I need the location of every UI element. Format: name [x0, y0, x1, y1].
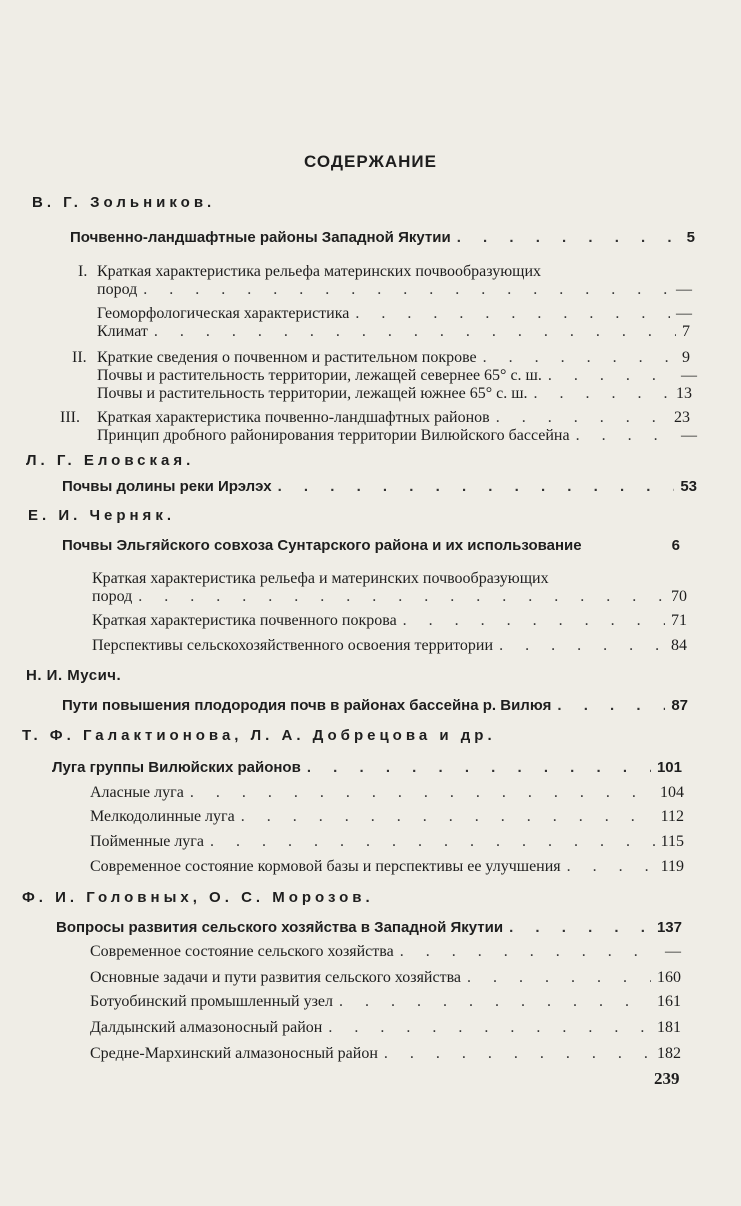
toc-heading-text: Почвенно-ландшафтные районы Западной Якутии [70, 229, 451, 246]
toc-page-number: 182 [657, 1045, 681, 1062]
toc-entry [92, 570, 692, 588]
leader-dots [154, 323, 676, 341]
toc-entry-text: Краткая характеристика рельефа материнских почвообразующих [97, 263, 542, 280]
toc-entry [97, 349, 690, 367]
toc-heading [62, 697, 688, 714]
toc-entry [97, 263, 687, 281]
toc-entry-text: Современное состояние кормовой базы и перспективы ее улучшения [90, 858, 561, 875]
leader-dots [190, 784, 654, 802]
toc-heading [70, 229, 695, 246]
toc-entry [90, 1045, 681, 1063]
toc-entry [90, 969, 681, 987]
toc-entry [90, 993, 681, 1011]
toc-entry [90, 808, 684, 826]
toc-page-number: — [665, 943, 681, 960]
author-zolnikov: В. Г. Зольников. [32, 194, 216, 211]
leader-dots [534, 385, 670, 403]
leader-dots [241, 808, 655, 826]
toc-page-number: — [681, 427, 697, 444]
toc-heading-text: Пути повышения плодородия почв в районах бассейна р. Вилюя [62, 697, 552, 714]
toc-page-number: 160 [657, 969, 681, 986]
toc-entry-text: Средне-Мархинский алмазоносный район [90, 1045, 378, 1062]
toc-page-number: — [676, 281, 692, 298]
leader-dots [307, 759, 651, 776]
leader-dots [400, 943, 659, 961]
toc-heading [62, 537, 680, 554]
leader-dots [210, 833, 655, 851]
toc-page-number: 9 [682, 349, 690, 366]
toc-entry [97, 385, 692, 403]
toc-heading [56, 919, 682, 936]
chapter-number: III. [60, 409, 80, 426]
leader-dots [457, 229, 681, 246]
author-elovskaya: Л. Г. Еловская. [26, 452, 195, 469]
toc-entry-text: пород [92, 588, 133, 605]
toc-heading-text: Почвы долины реки Ирэлэх [62, 478, 272, 495]
leader-dots [278, 478, 675, 495]
toc-entry [97, 323, 690, 341]
toc-entry-text: Аласные луга [90, 784, 184, 801]
toc-page-number: 161 [657, 993, 681, 1010]
leader-dots [138, 588, 665, 606]
toc-page-number: 119 [660, 858, 684, 875]
toc-page-number: 7 [682, 323, 690, 340]
toc-page-number: 87 [671, 697, 688, 714]
chapter-number: II. [72, 349, 87, 366]
toc-page-number: 5 [686, 229, 695, 246]
toc-page-number: 181 [657, 1019, 681, 1036]
leader-dots [143, 281, 670, 299]
leader-dots [483, 349, 676, 367]
toc-entry-text: Климат [97, 323, 148, 340]
leader-dots [548, 367, 675, 385]
toc-entry-text: Современное состояние сельского хозяйства [90, 943, 394, 960]
toc-entry-text: Краткая характеристика рельефа и материнских почвообразующих [92, 570, 549, 587]
toc-page-number: 71 [671, 612, 687, 629]
toc-entry [92, 637, 687, 655]
toc-page-number: 112 [660, 808, 684, 825]
leader-dots [567, 858, 655, 876]
toc-page-number: 101 [656, 759, 682, 776]
toc-entry [97, 281, 692, 299]
toc-heading-text: Почвы Эльгяйского совхоза Сунтарского района и их использование [62, 537, 582, 554]
toc-entry-text: Перспективы сельскохозяйственного освоения территории [92, 637, 494, 654]
toc-page-number: 137 [656, 919, 682, 936]
toc-page-number: 104 [660, 784, 684, 801]
toc-entry-text: Основные задачи и пути развития сельского хозяйства [90, 969, 462, 986]
leader-dots [557, 697, 665, 714]
toc-page-number: 70 [671, 588, 687, 605]
chapter-number: I. [78, 263, 88, 280]
toc-entry [90, 943, 681, 961]
toc-entry-text: Краткая характеристика почвенного покрова [92, 612, 397, 629]
leader-dots [403, 612, 665, 630]
toc-heading [52, 759, 682, 776]
toc-entry [97, 409, 690, 427]
toc-page-number: 6 [671, 537, 680, 554]
leader-dots [328, 1019, 651, 1037]
toc-page-number: — [676, 305, 692, 322]
leader-dots [339, 993, 651, 1011]
toc-page-number: 13 [676, 385, 692, 402]
author-galaktionova: Т. Ф. Галактионова, Л. А. Добрецова и др. [22, 727, 496, 744]
author-golovnykh: Ф. И. Головных, О. С. Морозов. [22, 889, 374, 906]
leader-dots [384, 1045, 651, 1063]
toc-entry-text: Почвы и растительность территории, лежащей южнее 65° с. ш. [97, 385, 528, 402]
toc-entry [92, 588, 687, 606]
author-chernyak: Е. И. Черняк. [28, 507, 175, 524]
toc-page-number: 115 [660, 833, 684, 850]
toc-entry-text: пород [97, 281, 138, 298]
toc-page-number: 23 [674, 409, 690, 426]
leader-dots [355, 305, 670, 323]
toc-entry [90, 858, 684, 876]
toc-page-number: 53 [680, 478, 697, 495]
toc-entry-text: Геоморфологическая характеристика [97, 305, 350, 322]
toc-entry-text: Далдынский алмазоносный район [90, 1019, 323, 1036]
toc-heading [62, 478, 697, 495]
leader-dots [467, 969, 651, 987]
toc-entry-text: Ботуобинский промышленный узел [90, 993, 334, 1010]
toc-entry-text: Мелкодолинные луга [90, 808, 235, 825]
leader-dots [499, 637, 665, 655]
toc-heading-text: Вопросы развития сельского хозяйства в Западной Якутии [56, 919, 504, 936]
toc-entry [90, 833, 684, 851]
toc-entry [92, 612, 687, 630]
toc-entry [97, 367, 697, 385]
leader-dots [509, 919, 651, 936]
toc-entry [90, 784, 684, 802]
author-musich: Н. И. Мусич. [26, 667, 122, 684]
page-title: СОДЕРЖАНИЕ [304, 152, 437, 171]
toc-entry-text: Принцип дробного районирования территории Вилюйского бассейна [97, 427, 570, 444]
toc-entry-text: Краткая характеристика почвенно-ландшафтных районов [97, 409, 490, 426]
toc-entry-text: Почвы и растительность территории, лежащей севернее 65° с. ш. [97, 367, 542, 384]
folio-page-number: 239 [654, 1069, 680, 1088]
toc-page-number: — [681, 367, 697, 384]
toc-entry [97, 305, 692, 323]
toc-entry [97, 427, 697, 445]
toc-entry-text: Краткие сведения о почвенном и растительном покрове [97, 349, 477, 366]
toc-heading-text: Луга группы Вилюйских районов [52, 759, 301, 776]
toc-page-number: 84 [671, 637, 687, 654]
leader-dots [496, 409, 668, 427]
toc-entry [90, 1019, 681, 1037]
toc-entry-text: Пойменные луга [90, 833, 204, 850]
leader-dots [576, 427, 675, 445]
